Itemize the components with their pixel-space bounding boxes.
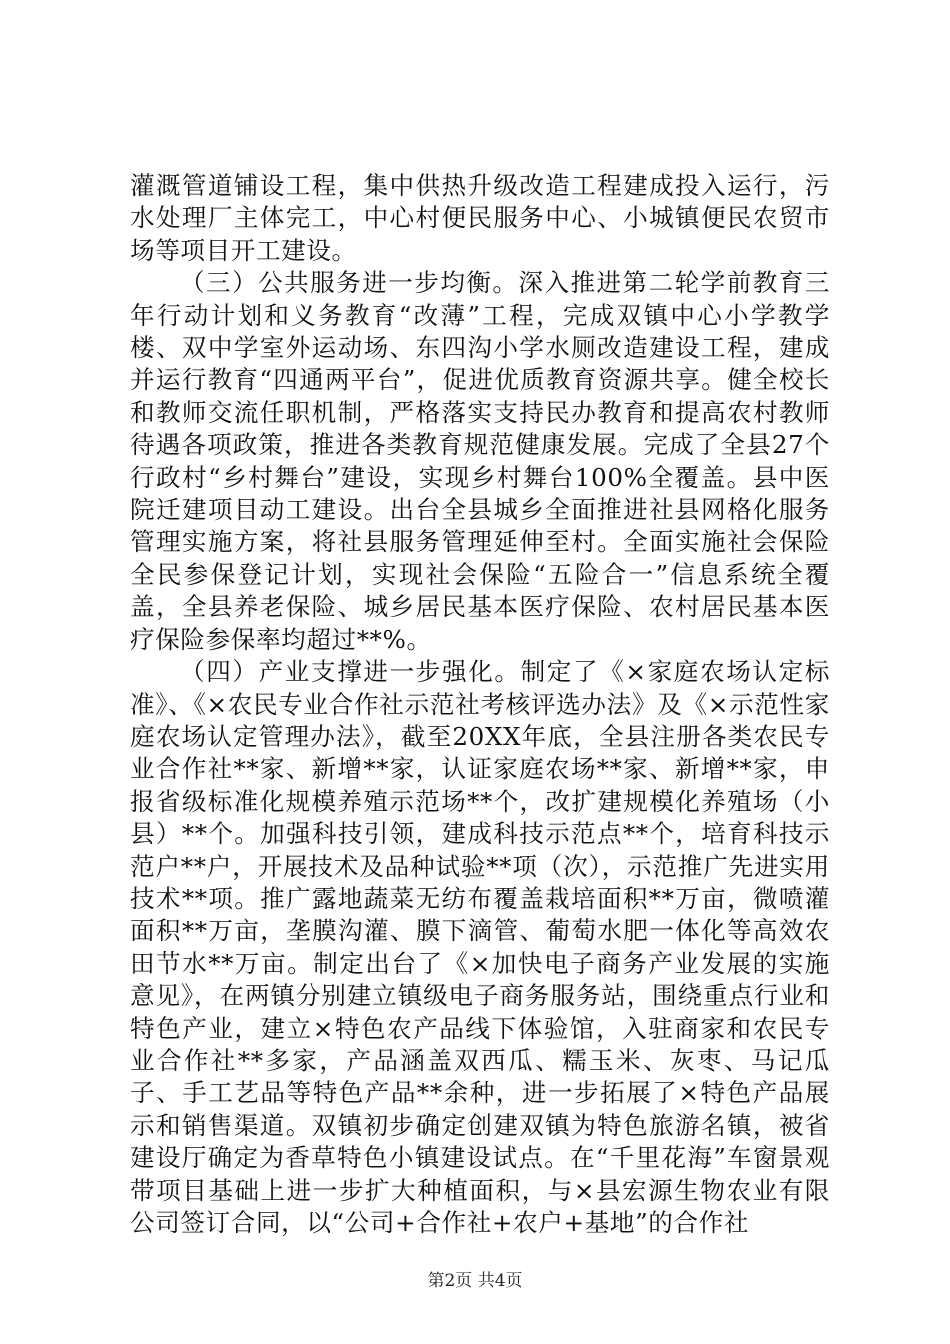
document-body: [130, 170, 830, 1239]
paragraph-continuation: 灌溉管道铺设工程，集中供热升级改造工程建成投入运行，污水处理厂主体完工，中心村便民服务中心、小城镇便民农贸市场等项目开工建设。: [130, 171, 830, 265]
page-footer: 第2页 共4页: [427, 1271, 523, 1291]
paragraph-public-services: （三）公共服务进一步均衡。深入推进第二轮学前教育三年行动计划和义务教育“改薄”工程，完成双镇中心小学教学楼、双中学室外运动场、东四沟小学水厕改造建设工程，建成并运行教育“四通两平台”，促进优质教育资源共享。健全校长和教师交流任职机制，严格落实支持民办教育和提高农村教师待遇各项政策，推进各类教育规范健康发展。完成了全县27个行政村“乡村舞台”建设，实现乡村舞台100%全覆盖。县中医院迁建项目动工建设。出台全县城乡全面推进社县网格化服务管理实施方案，将社县服务管理延伸至村。全面实施社会保险全民参保登记计划，实现社会保险“五险合一”信息系统全覆盖，全县养老保险、城乡居民基本医疗保险、农村居民基本医疗保险参保率均超过**%。: [130, 268, 830, 654]
paragraph-industry-support: （四）产业支撑进一步强化。制定了《×家庭农场认定标准》、《×农民专业合作社示范社考核评选办法》及《×示范性家庭农场认定管理办法》，截至20XX年底，全县注册各类农民专业合作社**家、新增**家，认证家庭农场**家、新增**家，申报省级标准化规模养殖示范场**个，改扩建规模化养殖场（小县）**个。加强科技引领，建成科技示范点**个，培育科技示范户**户，开展技术及品种试验**项（次），示范推广先进实用技术**项。推广露地蔬菜无纺布覆盖栽培面积**万亩，微喷灌面积**万亩，垄膜沟灌、膜下滴管、葡萄水肥一体化等高效农田节水**万亩。制定出台了《×加快电子商务产业发展的实施意见》，在两镇分别建立镇级电子商务服务站，围绕重点行业和特色产业，建立×特色农产品线下体验馆，入驻商家和农民专业合作社**多家，产品涵盖双西瓜、糯玉米、灰枣、马记瓜子、手工艺品等特色产品**余种，进一步拓展了×特色产品展示和销售渠道。双镇初步确定创建双镇为特色旅游名镇，被省建设厅确定为香草特色小镇建设试点。在“千里花海”车窗景观带项目基础上进一步扩大种植面积，与×县宏源生物农业有限公司签订合同，以“公司+合作社+农户+基地”的合作社: [130, 657, 830, 1237]
